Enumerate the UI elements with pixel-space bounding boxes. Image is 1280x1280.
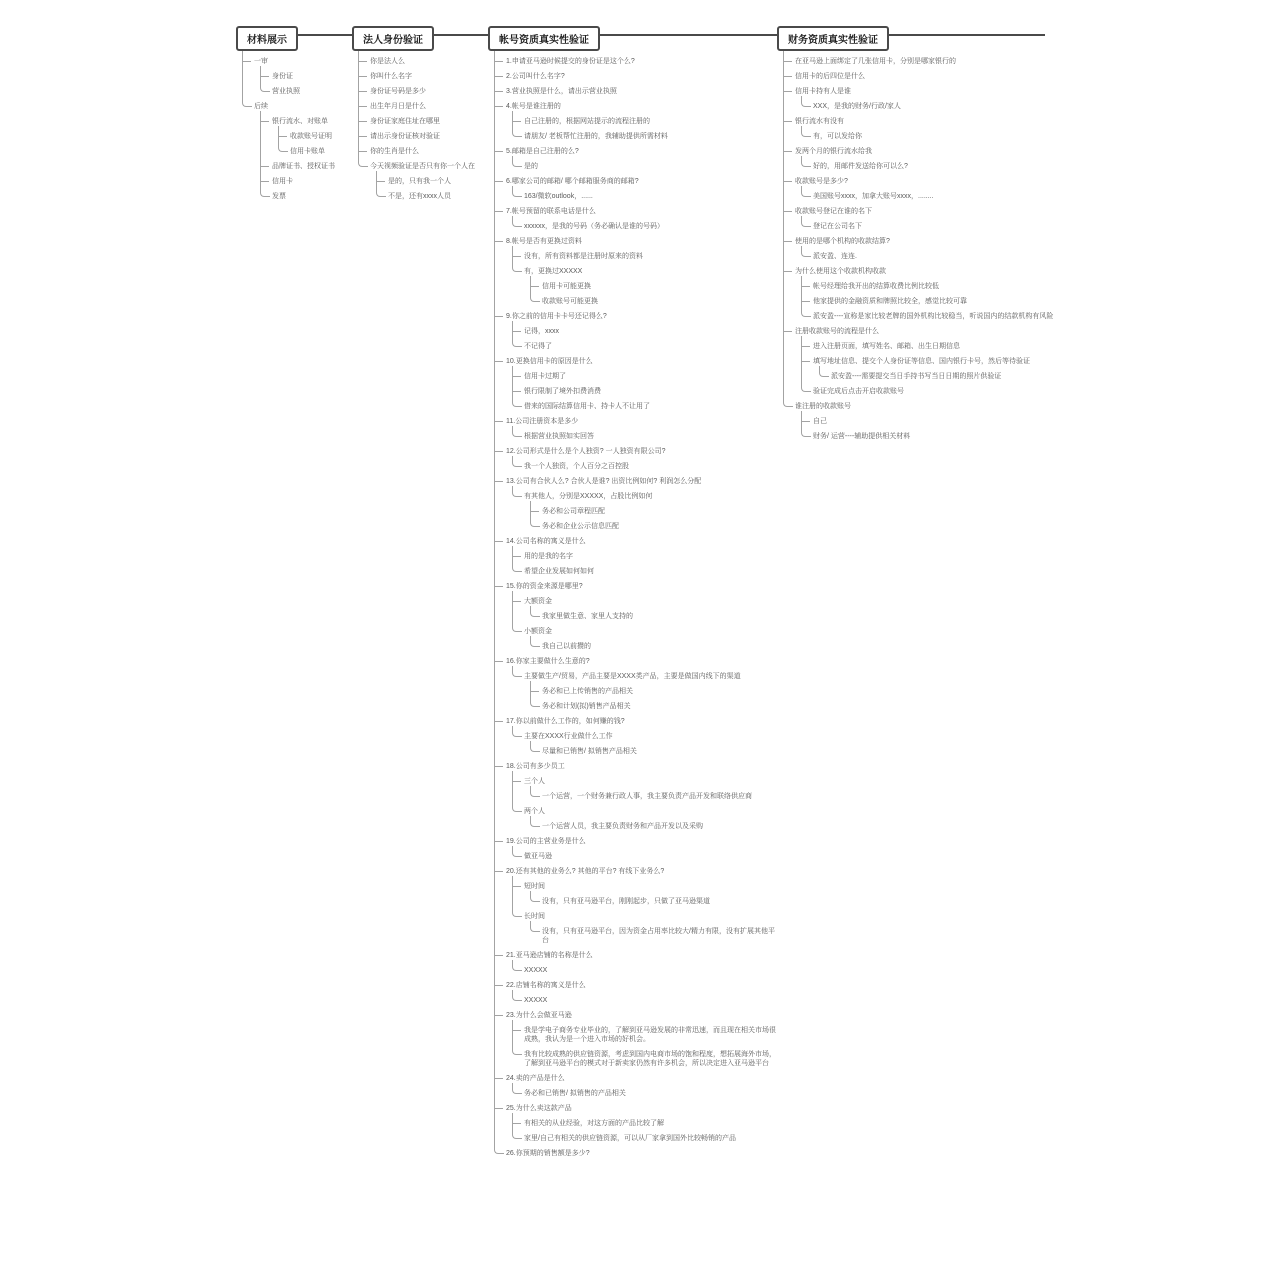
tree-node-label: 尽量和已销售/ 拟销售产品相关	[542, 748, 637, 755]
tree-node[interactable]	[512, 990, 777, 1005]
tree-node-label: 发两个月的银行流水给我	[795, 148, 872, 155]
tree-node-label: 你的生肖是什么	[370, 148, 419, 155]
tree-node[interactable]	[801, 351, 1077, 381]
tree-node[interactable]	[260, 66, 348, 81]
tree-node-label: 务必和计划(拟)销售产品相关	[542, 703, 631, 710]
tree-node-label: 请出示身份证核对验证	[370, 133, 440, 140]
tree-node-label: 今天视频验证是否只有你一个人在	[370, 163, 475, 170]
tree-node[interactable]	[783, 396, 1077, 441]
tree-node[interactable]	[801, 216, 1077, 231]
tree-node[interactable]	[512, 546, 777, 561]
tree-node-label: 主要在XXXX行业做什么工作	[524, 733, 613, 740]
tree-node[interactable]	[494, 171, 777, 201]
tree-node[interactable]	[494, 975, 777, 1005]
tree-node[interactable]	[512, 1044, 777, 1068]
tree-node[interactable]	[494, 306, 777, 351]
tree-node[interactable]	[512, 1128, 777, 1143]
tree-node-label: 务必和公司章程匹配	[542, 508, 605, 515]
tree-node[interactable]	[530, 291, 777, 306]
tree-node-label: 出生年月日是什么	[370, 103, 426, 110]
tree-node[interactable]	[530, 696, 777, 711]
tree-node[interactable]	[801, 291, 1077, 306]
tree-node[interactable]	[512, 261, 777, 306]
tree-node-label: 两个人	[524, 808, 545, 815]
tree-node[interactable]	[358, 96, 488, 111]
tree-node-label: 23.为什么会做亚马逊	[506, 1012, 572, 1019]
tree-node-label: 务必和企业公示信息匹配	[542, 523, 619, 530]
tree-node[interactable]	[512, 336, 777, 351]
tree-node-label: XXX，是我的财务/行政/家人	[813, 103, 901, 110]
tree-node-label: 自己注册的，根据网站提示的流程注册的	[524, 118, 650, 125]
tree-node-label: xxxxxx，是我的号码（务必确认是谁的号码）	[524, 223, 664, 230]
tree-node-label: 有相关的从业经验，对这方面的产品比较了解	[524, 1120, 664, 1127]
tree-node[interactable]	[512, 426, 777, 441]
tree-node[interactable]	[530, 516, 777, 531]
tree-node[interactable]	[494, 1005, 777, 1068]
tree-node[interactable]	[260, 156, 348, 171]
tree-node-label: 好的，用邮件发送给你可以么?	[813, 163, 908, 170]
tree-node-label: 11.公司注册资本是多少	[506, 418, 579, 425]
tree-node-label: 身份证号码是多少	[370, 88, 426, 95]
tree-node[interactable]	[494, 651, 777, 711]
tree-node-label: 根据营业执照如实回答	[524, 433, 594, 440]
tree-node[interactable]	[512, 186, 777, 201]
tree-node-label: 收款账号可能更换	[542, 298, 598, 305]
tree-node[interactable]	[512, 801, 777, 831]
tree-node-label: XXXXX	[524, 967, 548, 974]
tree-node-label: 4.帐号是谁注册的	[506, 103, 561, 110]
tree-node-label: 163/微软outlook，......	[524, 193, 593, 200]
tree-node[interactable]	[512, 156, 777, 171]
tree-node-label: 信用卡可能更换	[542, 283, 591, 290]
tree-node[interactable]	[530, 786, 777, 801]
tree-node[interactable]	[801, 156, 1077, 171]
tree-node-label: 身份证	[272, 73, 293, 80]
tree-node-label: 我一个人独资，个人百分之百控股	[524, 463, 629, 470]
tree-node[interactable]	[494, 1098, 777, 1143]
tree-node[interactable]	[783, 261, 1077, 321]
tree-node[interactable]	[512, 1083, 777, 1098]
tree-node[interactable]	[358, 81, 488, 96]
tree-node[interactable]	[260, 111, 348, 156]
tree-node-label: 他家提供的金融资质和牌照比较全，感觉比较可靠	[813, 298, 967, 305]
tree-node[interactable]	[494, 351, 777, 411]
tree-node-label: 进入注册页面，填写姓名、邮箱、出生日期信息	[813, 343, 960, 350]
tree-node[interactable]	[512, 906, 777, 945]
tree-node[interactable]	[801, 246, 1077, 261]
tree-node[interactable]	[530, 891, 777, 906]
tree-node[interactable]	[512, 456, 777, 471]
tree-node[interactable]	[512, 126, 777, 141]
tree-node-label: 收款账号登记在谁的名下	[795, 208, 872, 215]
tree-node[interactable]	[530, 681, 777, 696]
tree-node[interactable]	[512, 771, 777, 801]
tree-node[interactable]	[242, 51, 348, 96]
tree-node[interactable]	[494, 531, 777, 576]
tree-node[interactable]	[494, 756, 777, 831]
tree-node[interactable]	[494, 141, 777, 171]
tree-node[interactable]	[494, 96, 777, 141]
tree-node-label: 你叫什么名字	[370, 73, 412, 80]
tree-node-label: 17.你以前做什么工作的，如何赚的钱?	[506, 718, 625, 725]
tree-node-label: 后续	[254, 103, 268, 110]
tree-node[interactable]	[512, 591, 777, 621]
branch-financial-qualification	[777, 26, 1077, 441]
tree-node[interactable]	[512, 216, 777, 231]
tree-node-label: 希望企业发展如何如何	[524, 568, 594, 575]
tree-node-label: 不记得了	[524, 343, 552, 350]
tree-node[interactable]	[801, 426, 1077, 441]
tree-node[interactable]	[358, 111, 488, 126]
tree-node-label: 信用卡账单	[290, 148, 325, 155]
tree-node-label: 务必和已销售/ 拟销售的产品相关	[524, 1090, 626, 1097]
tree-node[interactable]	[376, 171, 488, 186]
branch-material-display	[236, 26, 348, 201]
tree-node[interactable]	[260, 186, 348, 201]
tree-node-label: 营业执照	[272, 88, 300, 95]
tree-node-label: 没有，只有亚马逊平台，因为资金占用率比较大/精力有限，没有扩展其他平台	[542, 928, 775, 944]
tree-node[interactable]	[512, 846, 777, 861]
tree-node[interactable]	[783, 171, 1077, 201]
tree-node-label: 银行流水有没有	[795, 118, 844, 125]
tree-node-label: 没有，所有资料都是注册时原来的资料	[524, 253, 643, 260]
tree-node-label: 填写地址信息、提交个人身份证等信息、国内银行卡号，然后等待验证	[813, 358, 1030, 365]
tree-node-label: 家里/自己有相关的供应链资源，可以从厂家拿到国外比较畅销的产品	[524, 1135, 736, 1142]
tree-node[interactable]	[801, 96, 1077, 111]
tree-node[interactable]	[260, 171, 348, 186]
tree-node[interactable]	[260, 81, 348, 96]
tree-node-label: 发票	[272, 193, 286, 200]
tree-node-label: 6.哪家公司的邮箱/ 哪个邮箱服务商的邮箱?	[506, 178, 639, 185]
branch-account-qualification	[488, 26, 777, 1158]
tree-node-label: 有，更换过XXXXX	[524, 268, 583, 275]
tree-node-label: 16.你家主要做什么生意的?	[506, 658, 590, 665]
tree-node[interactable]	[801, 381, 1077, 396]
tree-node-label: 信用卡	[272, 178, 293, 185]
tree-node-label: 你是法人么	[370, 58, 405, 65]
tree-node[interactable]	[783, 81, 1077, 111]
tree-node[interactable]	[530, 606, 777, 621]
tree-node[interactable]	[530, 816, 777, 831]
tree-account-qualification	[488, 51, 777, 1158]
tree-node-label: 收款账号是多少?	[795, 178, 848, 185]
tree-node-label: 7.帐号预留的联系电话是什么	[506, 208, 596, 215]
tree-node[interactable]	[512, 666, 777, 711]
tree-node[interactable]	[242, 96, 348, 201]
tree-node-label: 使用的是哪个机构的收款结算?	[795, 238, 890, 245]
tree-node[interactable]	[358, 141, 488, 156]
tree-node-label: 我有比较成熟的供应链资源，考虑到国内电商市场的饱和程度，想拓展海外市场，了解到亚马逊平台的模式对于新卖家仍然有许多机会，所以决定进入亚马逊平台	[524, 1051, 776, 1067]
tree-node-label: 小额资金	[524, 628, 552, 635]
tree-node-label: 26.你预期的销售额是多少?	[506, 1150, 590, 1157]
tree-node[interactable]	[801, 186, 1077, 201]
branch-root-box-financial-qualification[interactable]: 财务资质真实性验证	[777, 26, 889, 51]
tree-node[interactable]	[494, 51, 777, 66]
tree-node-label: 银行流水、对账单	[272, 118, 328, 125]
tree-node-label: 用的是我的名字	[524, 553, 573, 560]
tree-node-label: 是的	[524, 163, 538, 170]
tree-node-label: 我家里做生意、家里人支持的	[542, 613, 633, 620]
tree-node[interactable]	[530, 501, 777, 516]
tree-node-label: 2.公司叫什么名字?	[506, 73, 565, 80]
tree-node-label: 收款账号证明	[290, 133, 332, 140]
tree-node[interactable]	[494, 441, 777, 471]
tree-node[interactable]	[494, 576, 777, 651]
tree-node-label: 大额资金	[524, 598, 552, 605]
tree-node-label: 19.公司的主营业务是什么	[506, 838, 586, 845]
tree-node-label: 我自己以前攒的	[542, 643, 591, 650]
tree-node-label: 派安盈、连连.	[813, 253, 857, 260]
branch-root-box-account-qualification[interactable]: 帐号资质真实性验证	[488, 26, 600, 51]
tree-node-label: 22.店铺名称的寓义是什么	[506, 982, 586, 989]
tree-node-label: 一审	[254, 58, 268, 65]
tree-node-label: 自己	[813, 418, 827, 425]
tree-node-label: 品牌证书、授权证书	[272, 163, 335, 170]
tree-node-label: 13.公司有合伙人么? 合伙人是谁? 出资比例如何? 利润怎么分配	[506, 478, 702, 485]
tree-node-label: 20.还有其他的业务么? 其他的平台? 有线下业务么?	[506, 868, 665, 875]
tree-node-label: 短时间	[524, 883, 545, 890]
tree-node-label: 务必和已上传销售的产品相关	[542, 688, 633, 695]
tree-node-label: 注册收款账号的流程是什么	[795, 328, 879, 335]
tree-node[interactable]	[801, 126, 1077, 141]
tree-node-label: 信用卡持有人是谁	[795, 88, 851, 95]
tree-node[interactable]	[278, 141, 348, 156]
tree-node-label: 身份证家庭住址在哪里	[370, 118, 440, 125]
tree-node[interactable]	[512, 561, 777, 576]
tree-node-label: 主要做生产/贸易，产品主要是XXXX类产品，主要是做国内线下的渠道	[524, 673, 741, 680]
tree-node-label: 信用卡过期了	[524, 373, 566, 380]
tree-node[interactable]	[801, 411, 1077, 426]
tree-node[interactable]	[530, 921, 777, 945]
tree-node-label: 不是，还有xxxx人员	[388, 193, 451, 200]
tree-node-label: 谁注册的收款账号	[795, 403, 851, 410]
tree-node[interactable]	[530, 741, 777, 756]
tree-node[interactable]	[512, 1113, 777, 1128]
tree-node[interactable]	[801, 306, 1077, 321]
tree-node-label: 为什么使用这个收款机构收款	[795, 268, 886, 275]
tree-node[interactable]	[494, 1068, 777, 1098]
branch-legal-identity	[352, 26, 488, 201]
tree-node[interactable]	[512, 621, 777, 651]
tree-node-label: 信用卡的后四位是什么	[795, 73, 865, 80]
tree-node[interactable]	[494, 201, 777, 231]
tree-node[interactable]	[512, 381, 777, 396]
tree-node-label: 在亚马逊上面绑定了几张信用卡，分别是哪家银行的	[795, 58, 956, 65]
tree-node-label: 美国账号xxxx，加拿大账号xxxx，........	[813, 193, 934, 200]
tree-node[interactable]	[819, 366, 1077, 381]
tree-node-label: 1.申请亚马逊时候提交的身份证是这个么?	[506, 58, 635, 65]
tree-node[interactable]	[494, 861, 777, 945]
tree-node[interactable]	[494, 831, 777, 861]
tree-node[interactable]	[512, 396, 777, 411]
tree-node-label: 一个运营，一个财务兼行政人事，我主要负责产品开发和联络供应商	[542, 793, 752, 800]
tree-node[interactable]	[512, 960, 777, 975]
tree-node[interactable]	[494, 66, 777, 81]
tree-node-label: 登记在公司名下	[813, 223, 862, 230]
tree-node[interactable]	[358, 126, 488, 141]
tree-node-label: 请朋友/ 老板帮忙注册的，我辅助提供所需材料	[524, 133, 668, 140]
tree-node[interactable]	[358, 66, 488, 81]
tree-node-label: 21.亚马逊店铺的名称是什么	[506, 952, 593, 959]
tree-node[interactable]	[783, 141, 1077, 171]
tree-node[interactable]	[783, 201, 1077, 231]
tree-node-label: 没有，只有亚马逊平台，刚刚起步，只做了亚马逊渠道	[542, 898, 710, 905]
tree-node[interactable]	[358, 51, 488, 66]
tree-node-label: 财务/ 运营----辅助提供相关材料	[813, 433, 911, 440]
tree-node-label: 验证完成后点击开启收款账号	[813, 388, 904, 395]
tree-node[interactable]	[512, 726, 777, 756]
tree-node-label: 12.公司形式是什么是个人独资? 一人独资有限公司?	[506, 448, 666, 455]
tree-node-label: 帐号经理给我开出的结算收费比例比较低	[813, 283, 939, 290]
tree-node-label: 10.更换信用卡的原因是什么	[506, 358, 593, 365]
tree-node[interactable]	[512, 1020, 777, 1044]
tree-node-label: 三个人	[524, 778, 545, 785]
tree-node-label: 是的，只有我一个人	[388, 178, 451, 185]
tree-node-label: 5.邮箱是自己注册的么?	[506, 148, 579, 155]
tree-node[interactable]	[530, 636, 777, 651]
tree-node-label: 借来的国际结算信用卡、持卡人不让用了	[524, 403, 650, 410]
branch-root-box-legal-identity[interactable]: 法人身份验证	[352, 26, 434, 51]
tree-node[interactable]	[512, 111, 777, 126]
tree-node-label: 派安盈----宣称是家比较老牌的国外机构比较稳当，听说国内的结款机构有风险	[813, 313, 1054, 320]
tree-node[interactable]	[494, 711, 777, 756]
tree-node[interactable]	[801, 336, 1077, 351]
tree-node[interactable]	[783, 321, 1077, 396]
tree-node-label: 银行限制了境外扣费消费	[524, 388, 601, 395]
tree-node[interactable]	[494, 1143, 777, 1158]
tree-node[interactable]	[512, 486, 777, 531]
tree-node-label: 我是学电子商务专业毕业的，了解到亚马逊发展的非常迅速，而且现在相关市场很成熟，我认为是一个进入市场的好机会。	[524, 1027, 776, 1043]
tree-node[interactable]	[358, 156, 488, 201]
tree-financial-qualification	[777, 51, 1077, 441]
tree-node-label: 派安盈----需要提交当日手持书写当日日期的照片供验证	[831, 373, 1002, 380]
tree-node[interactable]	[494, 411, 777, 441]
tree-node[interactable]	[512, 366, 777, 381]
tree-material	[236, 51, 348, 201]
tree-node-label: 25.为什么卖这款产品	[506, 1105, 572, 1112]
tree-node[interactable]	[494, 81, 777, 96]
tree-node[interactable]	[494, 945, 777, 975]
tree-node[interactable]	[512, 246, 777, 261]
tree-node[interactable]	[783, 51, 1077, 66]
tree-node[interactable]	[801, 276, 1077, 291]
tree-legal-identity	[352, 51, 488, 201]
tree-node[interactable]	[530, 276, 777, 291]
tree-node-label: 长时间	[524, 913, 545, 920]
tree-node-label: 18.公司有多少员工	[506, 763, 565, 770]
tree-node-label: 15.你的资金来源是哪里?	[506, 583, 583, 590]
tree-node-label: 记得，xxxx	[524, 328, 559, 335]
tree-node[interactable]	[783, 111, 1077, 141]
tree-node-label: 一个运营人员，我主要负责财务和产品开发以及采购	[542, 823, 703, 830]
tree-node-label: 做亚马逊	[524, 853, 552, 860]
tree-node[interactable]	[376, 186, 488, 201]
tree-node[interactable]	[512, 321, 777, 336]
tree-node-label: 8.帐号是否有更换过资料	[506, 238, 582, 245]
tree-node-label: XXXXX	[524, 997, 548, 1004]
branch-root-box-material[interactable]: 材料展示	[236, 26, 298, 51]
tree-node-label: 有，可以发给你	[813, 133, 862, 140]
tree-node-label: 9.你之前的信用卡卡号还记得么?	[506, 313, 607, 320]
tree-node[interactable]	[494, 231, 777, 306]
tree-node-label: 3.营业执照是什么，请出示营业执照	[506, 88, 617, 95]
tree-node[interactable]	[278, 126, 348, 141]
tree-node-label: 24.卖的产品是什么	[506, 1075, 565, 1082]
tree-node-label: 有其他人，分别是XXXXX，占股比例如何	[524, 493, 653, 500]
tree-node[interactable]	[512, 876, 777, 906]
tree-node[interactable]	[783, 231, 1077, 261]
tree-node[interactable]	[494, 471, 777, 531]
tree-node-label: 14.公司名称的寓义是什么	[506, 538, 586, 545]
tree-node[interactable]	[783, 66, 1077, 81]
